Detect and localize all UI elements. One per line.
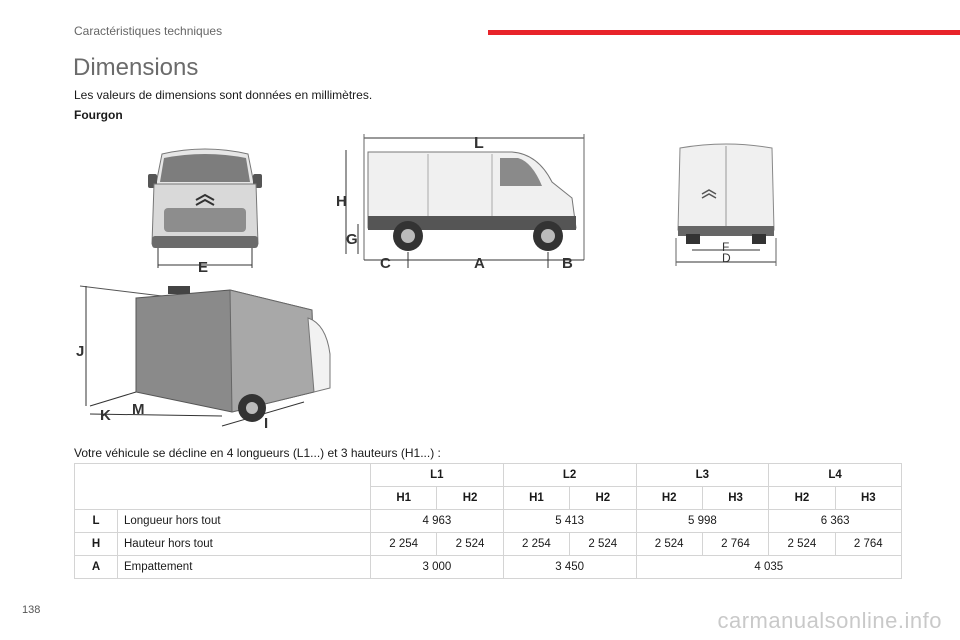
label-G: G <box>346 231 358 248</box>
label-C: C <box>380 255 391 272</box>
table-header-length: L1 <box>371 464 504 487</box>
table-header-height: H2 <box>769 487 835 510</box>
table-cell: 2 764 <box>702 533 768 556</box>
table-cell: 2 764 <box>835 533 901 556</box>
table-header-height: H2 <box>570 487 636 510</box>
table-cell: 2 524 <box>570 533 636 556</box>
table-cell: 2 524 <box>437 533 503 556</box>
van-side-view <box>332 128 592 274</box>
table-row-lengths <box>75 464 902 487</box>
table-cell: 4 035 <box>636 556 902 579</box>
table-header-height: H3 <box>702 487 768 510</box>
watermark: carmanualsonline.info <box>717 608 942 633</box>
table-header-height: H3 <box>835 487 901 510</box>
row-label: Hauteur hors tout <box>118 533 371 556</box>
label-B: B <box>562 255 573 272</box>
table-header-length: L3 <box>636 464 769 487</box>
table-cell: 4 963 <box>371 510 504 533</box>
label-F: F <box>722 240 730 254</box>
label-D: D <box>722 251 731 265</box>
table-row <box>75 533 902 556</box>
table-header-height: H1 <box>371 487 437 510</box>
label-M: M <box>132 401 145 418</box>
label-J: J <box>76 343 85 360</box>
van-front-view <box>140 140 270 275</box>
row-key: H <box>75 533 118 556</box>
intro-text: Les valeurs de dimensions sont données en millimètres. <box>74 88 373 102</box>
row-label: Longueur hors tout <box>118 510 371 533</box>
label-A: A <box>474 255 485 272</box>
table-cell: 5 998 <box>636 510 769 533</box>
table-header-height: H1 <box>503 487 569 510</box>
row-key: L <box>75 510 118 533</box>
table-header-height: H2 <box>437 487 503 510</box>
table-cell: 2 524 <box>636 533 702 556</box>
table-header-length: L4 <box>769 464 902 487</box>
subtitle: Fourgon <box>74 108 123 122</box>
label-L: L <box>474 135 484 152</box>
table-cell: 2 254 <box>503 533 569 556</box>
dimensions-table <box>74 463 902 579</box>
row-key: A <box>75 556 118 579</box>
header-accent-bar <box>488 30 960 35</box>
table-header-height: H2 <box>636 487 702 510</box>
page-title: Dimensions <box>73 54 199 81</box>
section-header: Caractéristiques techniques <box>74 24 223 38</box>
van-rear-view <box>672 138 780 266</box>
label-E: E <box>198 259 209 275</box>
table-header-length: L2 <box>503 464 636 487</box>
table-cell: 3 000 <box>371 556 504 579</box>
table-header-empty <box>75 464 371 510</box>
table-cell: 2 524 <box>769 533 835 556</box>
label-H: H <box>336 193 347 210</box>
table-row <box>75 556 902 579</box>
table-cell: 6 363 <box>769 510 902 533</box>
row-label: Empattement <box>118 556 371 579</box>
table-cell: 5 413 <box>503 510 636 533</box>
page-number: 138 <box>22 604 41 616</box>
range-note: Votre véhicule se décline en 4 longueurs (L1...) et 3 hauteurs (H1...) : <box>74 446 441 460</box>
table-row <box>75 510 902 533</box>
label-I: I <box>264 415 269 432</box>
table-cell: 2 254 <box>371 533 437 556</box>
van-three-quarter-view <box>72 282 340 432</box>
label-K: K <box>100 407 111 424</box>
table-cell: 3 450 <box>503 556 636 579</box>
